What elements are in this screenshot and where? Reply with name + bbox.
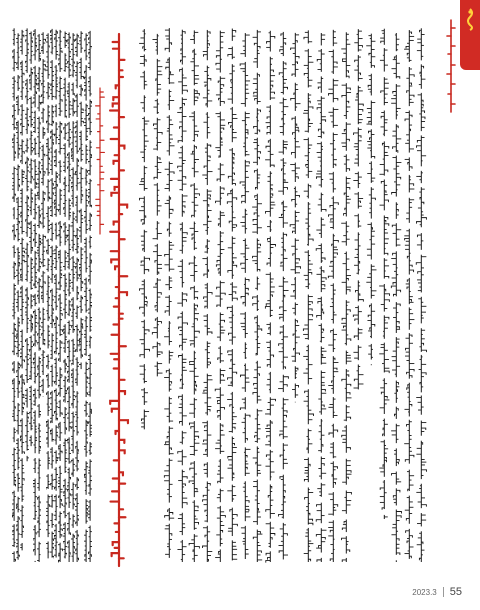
article-byline [95, 86, 105, 236]
text-column [327, 26, 340, 566]
issue-label: 2023.3 [412, 587, 437, 597]
footer-divider [443, 587, 444, 597]
article-body-left [12, 26, 92, 566]
text-column [390, 26, 403, 566]
section-corner-tab [460, 0, 480, 70]
article-headline [108, 30, 130, 570]
mongolian-emblem-icon [464, 6, 476, 32]
text-column [138, 26, 151, 566]
text-column [289, 26, 302, 566]
text-column [277, 26, 290, 566]
text-column [176, 26, 189, 566]
page-footer [412, 586, 462, 598]
text-column [214, 26, 227, 566]
text-column [201, 26, 214, 566]
page-number: 55 [449, 586, 462, 598]
text-column [315, 26, 328, 566]
text-column [151, 26, 164, 566]
text-column [239, 26, 252, 566]
text-column [226, 26, 239, 566]
text-column [340, 26, 353, 566]
text-column [188, 26, 201, 566]
section-title [445, 18, 457, 114]
text-column [251, 26, 264, 566]
text-column [403, 26, 416, 566]
text-column [415, 26, 428, 566]
text-column [302, 26, 315, 566]
text-column [378, 26, 391, 566]
text-column [163, 26, 176, 566]
article-body-right [138, 26, 428, 566]
text-column [352, 26, 365, 566]
text-column [264, 26, 277, 566]
text-column [365, 26, 378, 566]
text-column [88, 26, 92, 566]
